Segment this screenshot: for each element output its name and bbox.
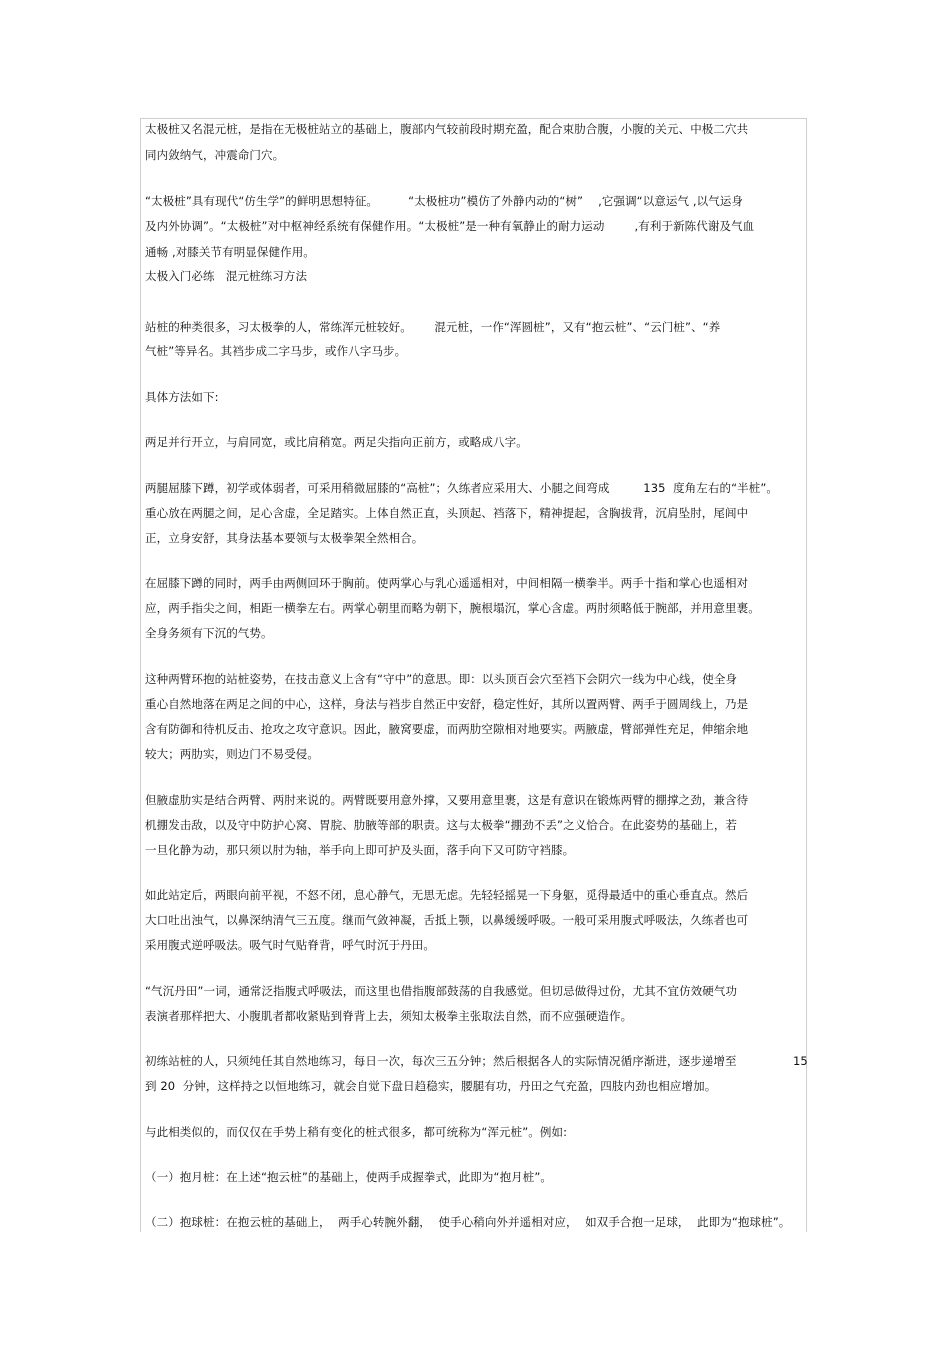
paragraph-line: 如此站定后，两眼向前平视，不怒不闭，息心静气，无思无虑。先轻轻摇晃一下身躯，觅得最适中的重心垂直点。然后: [145, 888, 749, 902]
paragraph-line: 到 20 分钟，这样持之以恒地练习，就会自觉下盘日趋稳实，腰腿有功，丹田之气充盈，四肢内劲也相应增加。: [145, 1079, 717, 1093]
paragraph-line: 较大；两肋实，则边门不易受侵。: [145, 747, 319, 761]
paragraph-line: 同内敛纳气，冲震命门穴。: [145, 148, 285, 162]
paragraph-line-tail: 15: [793, 1054, 808, 1068]
paragraph-line: 及内外协调”。“太极桩”对中枢神经系统有保健作用。“太极桩”是一种有氧静止的耐力运动 ,有利于新陈代谢及气血: [145, 219, 755, 233]
paragraph-line: 具体方法如下:: [145, 390, 219, 404]
paragraph-line: （一）抱月桩：在上述“抱云桩”的基础上，使两手成握拳式，此即为“抱月桩”。: [145, 1170, 553, 1184]
paragraph-line: 全身务须有下沉的气势。: [145, 626, 273, 640]
paragraph-line: 正，立身安舒，其身法基本要领与太极拳架全然相合。: [145, 531, 424, 545]
paragraph-line: “气沉丹田”一词，通常泛指腹式呼吸法，而这里也借指腹部鼓荡的自我感觉。但切忌做得过份，尤其不宜仿效硬气功: [145, 984, 738, 998]
paragraph-line: 太极桩又名混元桩，是指在无极桩站立的基础上，腹部内气较前段时期充盈，配合束肋合腹，小腹的关元、中极二穴共: [145, 122, 749, 136]
paragraph-line: 气桩”等异名。其裆步成二字马步，或作八字马步。: [145, 344, 407, 358]
paragraph-line: 初练站桩的人，只须纯任其自然地练习，每日一次，每次三五分钟；然后根据各人的实际情况循序渐进，逐步递增至: [145, 1054, 737, 1068]
paragraph-line: 这种两臂环抱的站桩姿势，在技击意义上含有“守中”的意思。即：以头顶百会穴至裆下会阴穴一线为中心线，使全身: [145, 672, 738, 686]
paragraph-line: 两腿屈膝下蹲，初学或体弱者，可采用稍微屈膝的“高桩”；久练者应采用大、小腿之间弯成 135 度角左右的“半桩”。: [145, 481, 778, 495]
paragraph-line: 大口吐出浊气，以鼻深纳清气三五度。继而气敛神凝，舌抵上颚，以鼻缓缓呼吸。一般可采用腹式呼吸法，久练者也可: [145, 913, 749, 927]
section-heading: 太极入门必练 混元桩练习方法: [145, 269, 308, 283]
paragraph-line: 应，两手指尖之间，相距一横拳左右。两掌心朝里而略为朝下，腕根塌沉，掌心含虚。两肘须略低于腕部，并用意里裹。: [145, 601, 760, 615]
paragraph-line: 重心自然地落在两足之间的中心，这样，身法与裆步自然正中安舒，稳定性好，其所以置两臂、两手于圆周线上，乃是: [145, 697, 749, 711]
paragraph-line: 表演者那样把大、小腹肌者都收紧贴到脊背上去，须知太极拳主张取法自然，而不应强硬造作。: [145, 1009, 633, 1023]
paragraph-line: （二）抱球桩：在抱云桩的基础上， 两手心转腕外翻， 使手心稍向外并遥相对应， 如双手合抱一足球， 此即为“抱球桩”。: [145, 1215, 791, 1229]
paragraph-line: 采用腹式逆呼吸法。吸气时气贴脊背，呼气时沉于丹田。: [145, 938, 435, 952]
paragraph-line: 机掤发击敌，以及守中防护心窝、胃脘、肋腋等部的职责。这与太极拳“掤劲不丢”之义恰合。在此姿势的基础上，若: [145, 818, 738, 832]
paragraph-line: 两足并行开立，与肩同宽，或比肩稍宽。两足尖指向正前方，或略成八字。: [145, 435, 528, 449]
paragraph-line: 但腋虚肋实是结合两臂、两肘来说的。两臂既要用意外撑，又要用意里裹，这是有意识在锻炼两臂的掤撑之劲，兼含待: [145, 793, 749, 807]
paragraph-line: 在屈膝下蹲的同时，两手由两侧回环于胸前。使两掌心与乳心遥遥相对，中间相隔一横拳半。两手十指和掌心也遥相对: [145, 576, 749, 590]
paragraph-line: 通畅 ,对膝关节有明显保健作用。: [145, 245, 315, 259]
paragraph-line: 站桩的种类很多，习太极拳的人，常练浑元桩较好。 混元桩，一作“浑圆桩”，又有“抱云桩”、“云门桩”、“养: [145, 320, 721, 334]
paragraph-line: 一旦化静为动，那只须以肘为轴，举手向上即可护及头面，落手向下又可防守裆膝。: [145, 843, 575, 857]
paragraph-line: 重心放在两腿之间，足心含虚，全足踏实。上体自然正直，头顶起、裆落下，精神提起，含胸拔背，沉肩坠肘，尾闾中: [145, 506, 749, 520]
paragraph-line: “太极桩”具有现代“仿生学”的鲜明思想特征。 “太极桩功”模仿了外静内动的“树” ,它强调“以意运气 ,以气运身: [145, 194, 744, 208]
paragraph-line: 含有防御和待机反击、抢攻之攻守意识。因此，腋窝要虚，而两肋空隙相对地要实。两腋虚，臂部弹性充足，伸缩余地: [145, 722, 749, 736]
paragraph-line: 与此相类似的，而仅仅在手势上稍有变化的桩式很多，都可统称为“浑元桩”。例如:: [145, 1125, 568, 1139]
